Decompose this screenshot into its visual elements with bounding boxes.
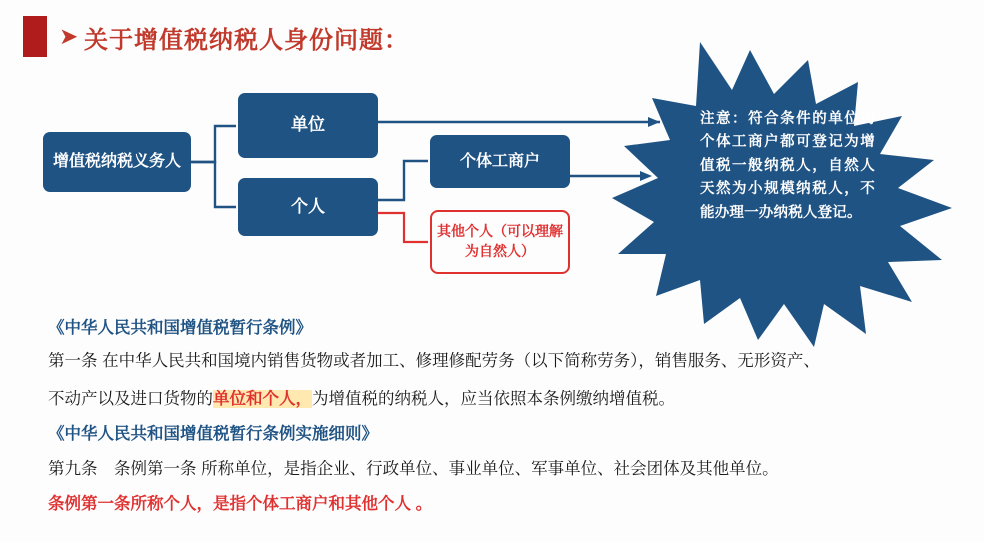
- regulation-article-1-line-2: [48, 387, 675, 412]
- regulation-article-1-line-1: 第一条 在中华人民共和国境内销售货物或者加工、修理修配劳务（以下简称劳务），销售服务、无形资产、: [48, 352, 820, 370]
- node-person[interactable]: 个人: [238, 178, 378, 236]
- regulation-title-2: 《中华人民共和国增值税暂行条例实施细则》: [48, 425, 378, 443]
- page-title: 关于增值税纳税人身份问题：: [84, 27, 409, 54]
- node-unit[interactable]: 单位: [238, 93, 378, 158]
- node-taxpayer[interactable]: 增值税纳税义务人: [43, 132, 191, 192]
- article-1-suffix: 为增值税的纳税人，应当依照本条例缴纳增值税。: [312, 390, 675, 408]
- regulation-article-1-individual: 条例第一条所称个人，是指个体工商户和其他个人 。: [48, 495, 433, 513]
- title-marker: [23, 16, 47, 57]
- regulation-title-1: 《中华人民共和国增值税暂行条例》: [48, 319, 312, 337]
- node-other-person[interactable]: 其他个人（可以理解为自然人）: [430, 210, 570, 274]
- node-individual-business[interactable]: 个体工商户: [430, 135, 570, 188]
- arrow-bullet-icon: ➤: [59, 23, 79, 49]
- article-1-prefix: 不动产以及进口货物的: [48, 390, 213, 408]
- regulation-article-9: 第九条 条例第一条 所称单位，是指企业、行政单位、事业单位、军事单位、社会团体及其他单位。: [48, 460, 779, 478]
- article-1-highlight: 单位和个人，: [213, 390, 312, 408]
- callout-text: 注意：符合条件的单位的个体工商户都可登记为增值税一般纳税人，自然人天然为小规模纳税人，不能办理一办纳税人登记。: [700, 111, 875, 221]
